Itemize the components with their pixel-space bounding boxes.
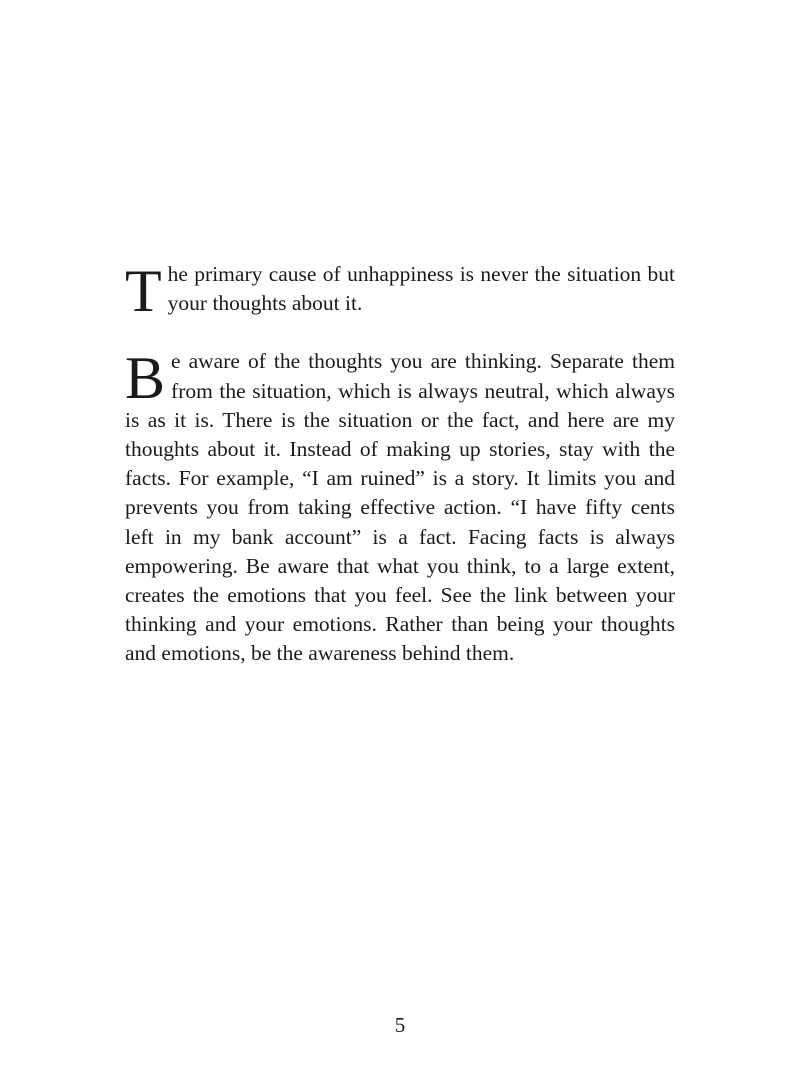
paragraph-1-text: he primary cause of unhappiness is never the situation but your thoughts about it. <box>167 262 675 316</box>
dropcap-2: B <box>125 345 166 412</box>
paragraph-2-text: e aware of the thoughts you are thinking. Separate them from the situation, which is always neutral, which always is as it is. There is the situation or the fact, and here are my thoughts about it. Instead of making up stories, stay with the facts. For example, “I am ruined” is a story. It limits you and prevents you from taking effective action. “I have fifty cents left in my bank account” is a fact. Facing facts is always empowering. Be aware that what you think, to a large extent, creates the emotions that you feel. See the link between your thinking and your emotions. Rather than being your thoughts and emotions, be the awareness behind them. <box>125 349 675 666</box>
paragraph-2 <box>125 347 675 668</box>
paragraph-1 <box>125 258 675 324</box>
dropcap-1: T <box>125 258 162 324</box>
page-number: 5 <box>394 1013 406 1037</box>
page-content <box>125 260 675 669</box>
